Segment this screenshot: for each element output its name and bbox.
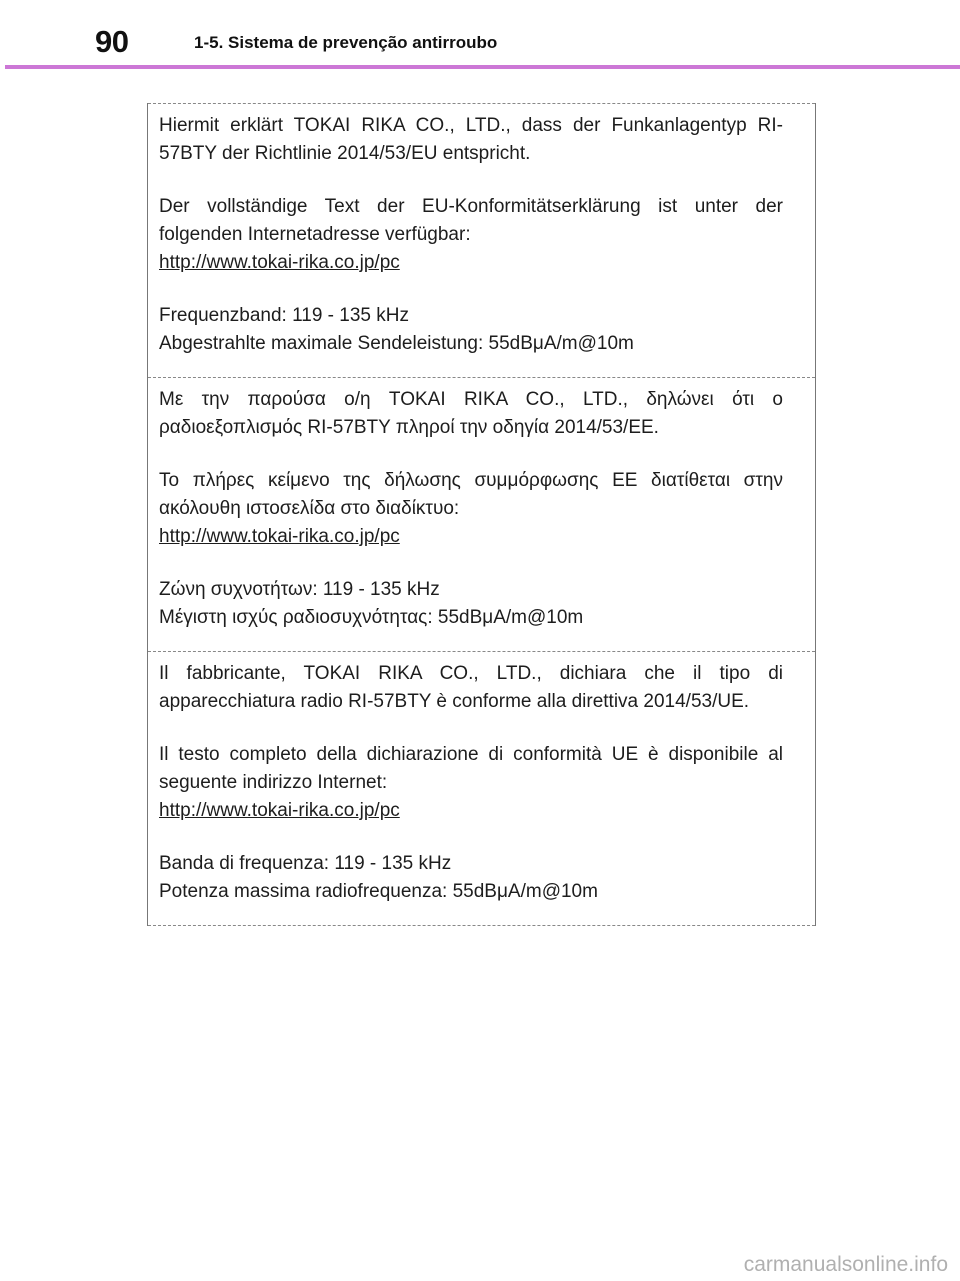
declaration-text: Hiermit erklärt TOKAI RIKA CO., LTD., dass der Funkanlagentyp RI-57BTY der Richtlinie 2014/53/EU entspricht.: [159, 115, 783, 164]
max-power: Abgestrahlte maximale Sendeleistung: 55dBμA/m@10m: [159, 333, 634, 354]
max-power: Potenza massima radiofrequenza: 55dBμA/m@10m: [159, 881, 598, 902]
declaration-text: Il fabbricante, TOKAI RIKA CO., LTD., dichiara che il tipo di apparecchiatura radio RI-57BTY è conforme alla direttiva 2014/53/UE.: [159, 663, 783, 712]
conformity-text-info: Το πλήρες κείμενο της δήλωσης συμμόρφωσης ΕΕ διατίθεται στην ακόλουθη ιστοσελίδα στο διαδίκτυο:: [159, 470, 783, 519]
conformity-text-info: Der vollständige Text der EU-Konformitätserklärung ist unter der folgenden Internetadresse verfügbar:: [159, 196, 783, 245]
frequency-band: Frequenzband: 119 - 135 kHz: [159, 305, 409, 326]
header-divider: [5, 65, 960, 69]
declaration-block-italian: [148, 651, 815, 926]
watermark: carmanualsonline.info: [743, 1253, 948, 1276]
section-title: 1-5. Sistema de prevenção antirroubo: [194, 33, 498, 52]
page-header: [0, 0, 960, 70]
max-power: Μέγιστη ισχύς ραδιοσυχνότητας: 55dBμA/m@10m: [159, 607, 584, 628]
declaration-box: [147, 103, 816, 926]
declaration-link[interactable]: http://www.tokai-rika.co.jp/pc: [159, 800, 400, 821]
frequency-band: Ζώνη συχνοτήτων: 119 - 135 kHz: [159, 579, 440, 600]
declaration-block-greek: [148, 377, 815, 651]
declaration-block-german: [148, 103, 815, 377]
declaration-text: Με την παρούσα ο/η TOKAI RIKA CO., LTD., δηλώνει ότι ο ραδιοεξοπλισμός RI-57BTY πληροί την οδηγία 2014/53/ΕΕ.: [159, 389, 783, 438]
page-number: 90: [95, 24, 129, 59]
declaration-link[interactable]: http://www.tokai-rika.co.jp/pc: [159, 252, 400, 273]
frequency-band: Banda di frequenza: 119 - 135 kHz: [159, 853, 452, 874]
declaration-link[interactable]: http://www.tokai-rika.co.jp/pc: [159, 526, 400, 547]
conformity-text-info: Il testo completo della dichiarazione di conformità UE è disponibile al seguente indirizzo Internet:: [159, 744, 783, 793]
